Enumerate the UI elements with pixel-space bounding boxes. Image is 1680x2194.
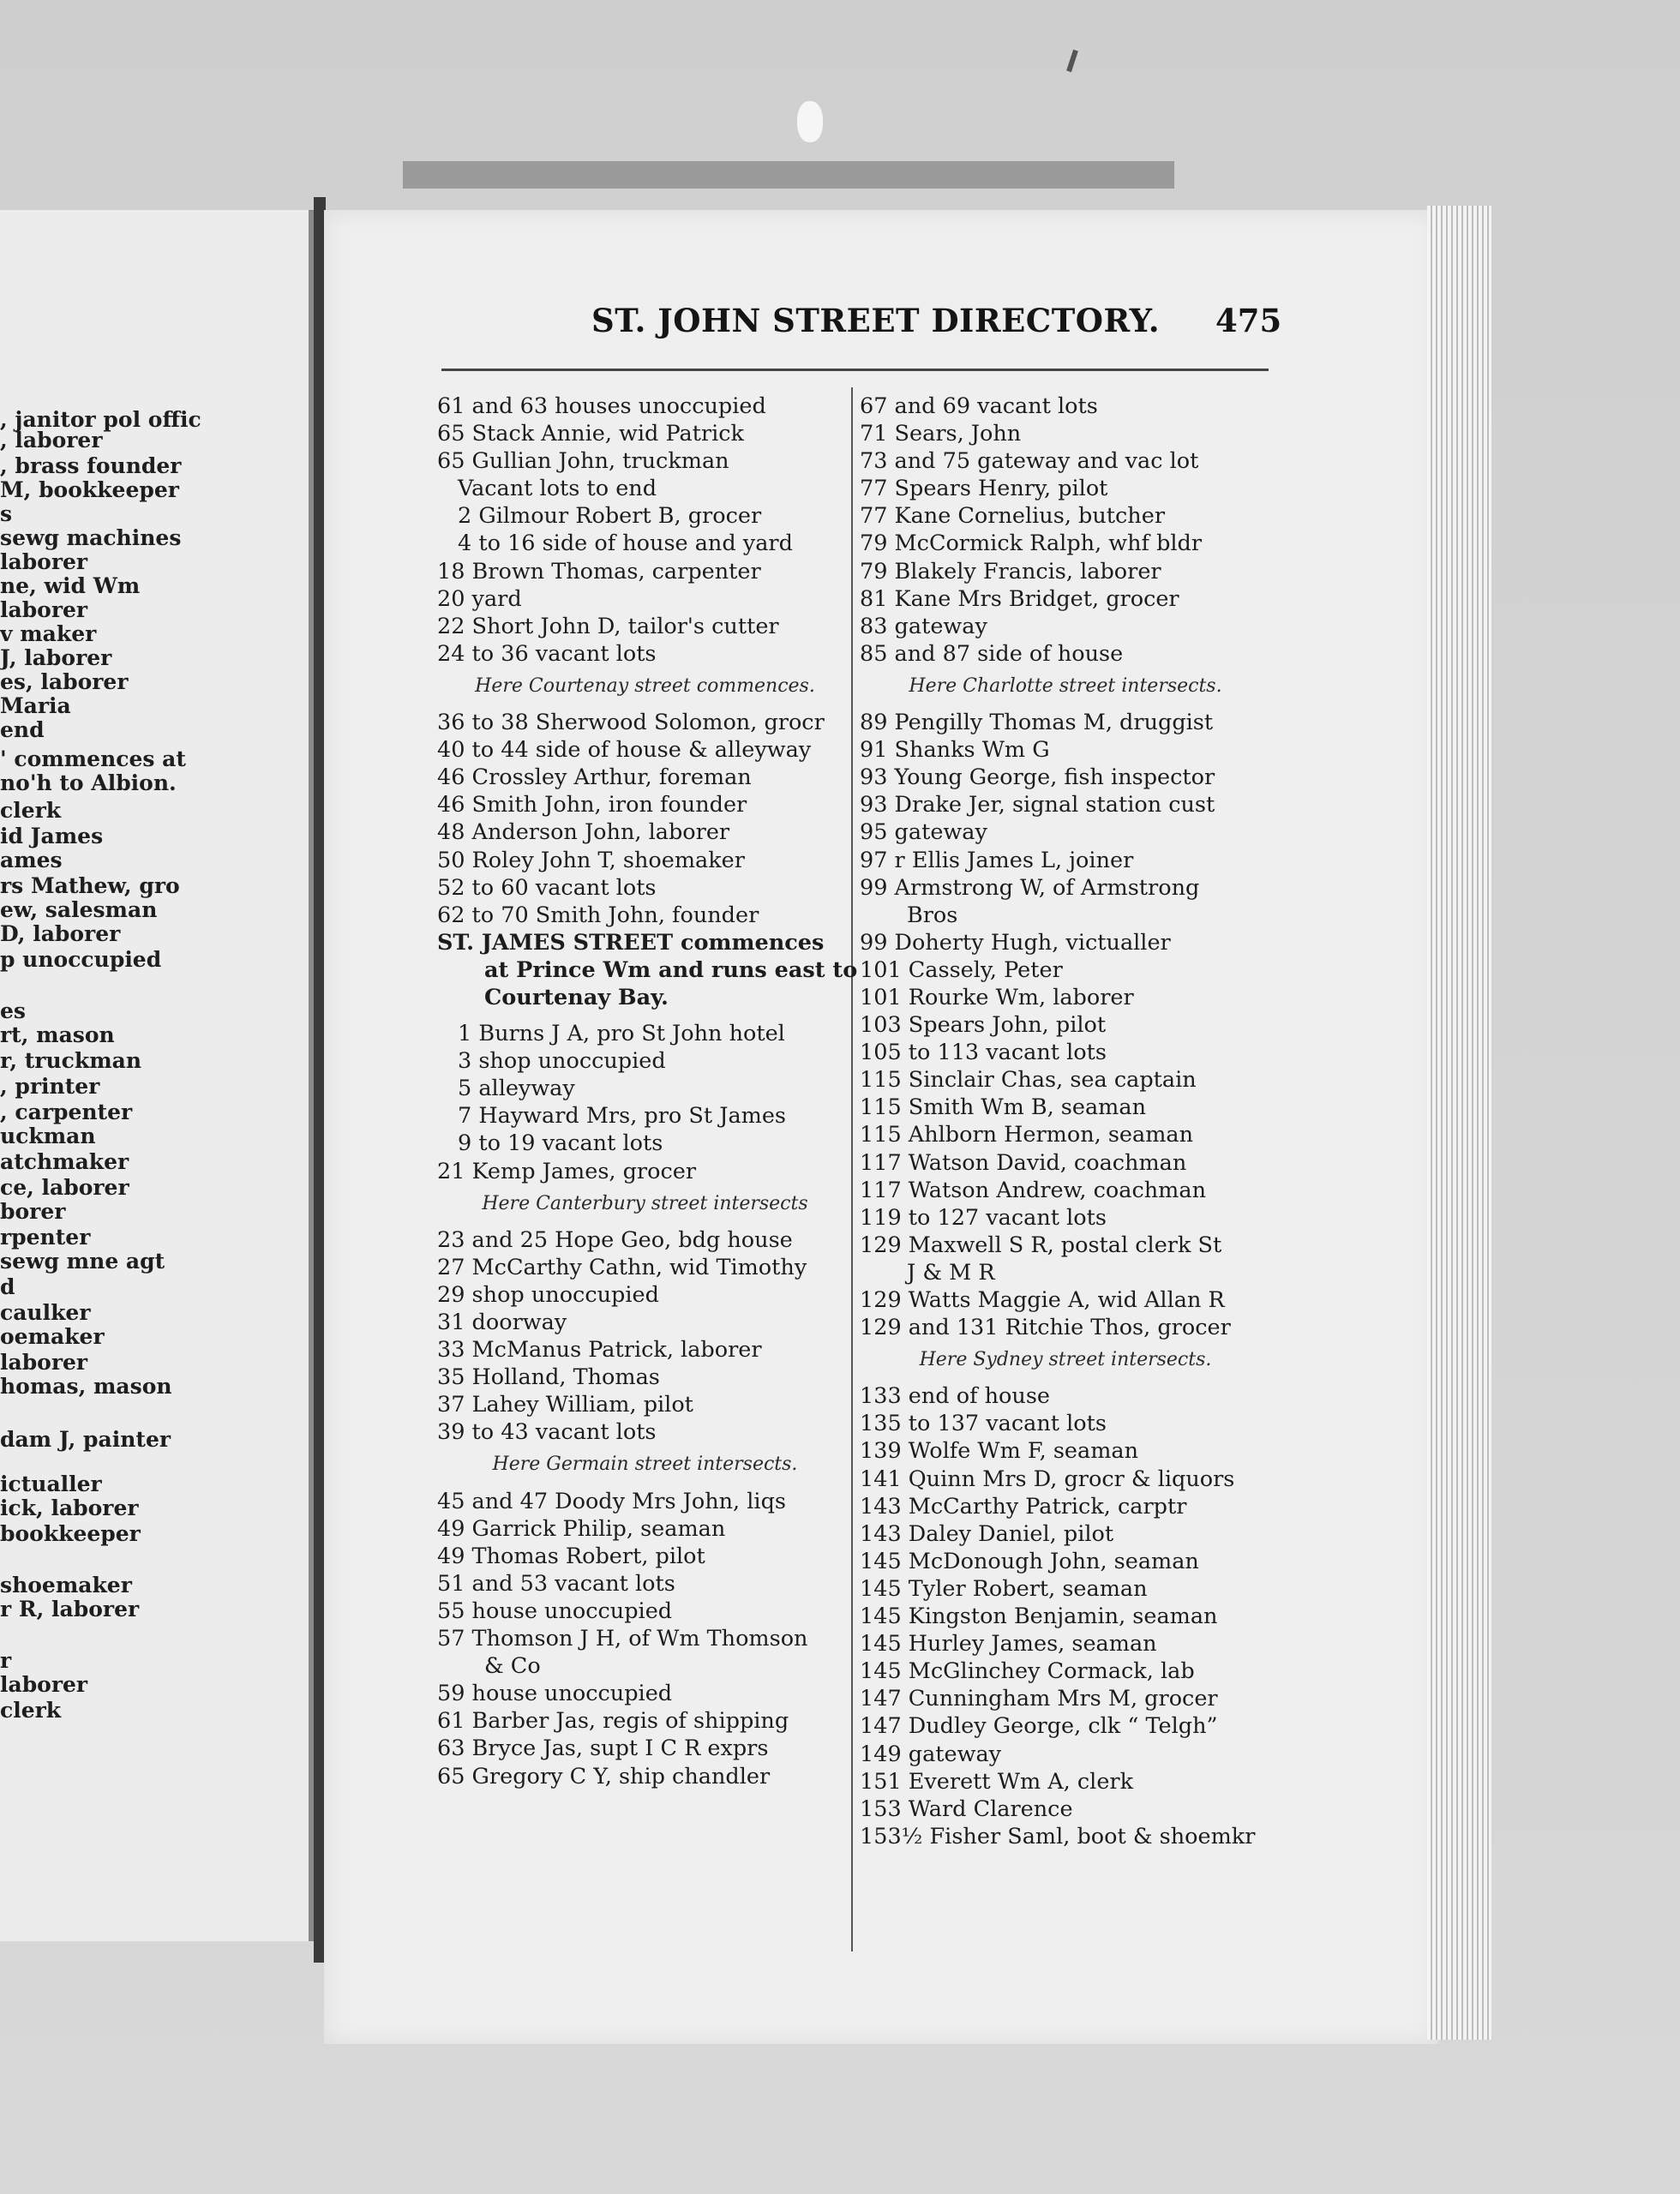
directory-entry: 151 Everett Wm A, clerk — [860, 1768, 1134, 1795]
directory-entry: 133 end of house — [860, 1383, 1050, 1410]
directory-entry: 115 Sinclair Chas, sea captain — [860, 1067, 1197, 1094]
directory-entry: 85 and 87 side of house — [860, 640, 1124, 667]
left-page-text: sewg machines — [0, 525, 182, 550]
directory-entry: 83 gateway — [860, 613, 987, 639]
left-page-text: ictualler — [0, 1472, 102, 1496]
directory-entry: 65 Stack Annie, wid Patrick — [437, 421, 744, 447]
left-page-text: M, bookkeeper — [0, 477, 179, 502]
directory-entry: 117 Watson David, coachman — [860, 1149, 1187, 1176]
directory-entry: Vacant lots to end — [458, 476, 657, 502]
directory-entry: 139 Wolfe Wm F, seaman — [860, 1438, 1139, 1465]
page-title: ST. JOHN STREET DIRECTORY. — [591, 302, 1161, 339]
directory-entry: 49 Garrick Philip, seaman — [437, 1515, 726, 1542]
directory-entry: 65 Gullian John, truckman — [437, 448, 729, 475]
directory-entry: 117 Watson Andrew, coachman — [860, 1177, 1206, 1203]
directory-entry: 77 Spears Henry, pilot — [860, 476, 1108, 502]
left-page-text: end — [0, 717, 45, 742]
left-page-text: uckman — [0, 1124, 96, 1148]
directory-entry: 79 Blakely Francis, laborer — [860, 558, 1161, 584]
directory-entry: 105 to 113 vacant lots — [860, 1040, 1107, 1066]
left-page-text: s — [0, 501, 13, 526]
directory-entry: 97 r Ellis James L, joiner — [860, 847, 1134, 873]
directory-entry: 9 to 19 vacant lots — [458, 1130, 663, 1157]
left-page-text: clerk — [0, 798, 62, 823]
left-page-text: , laborer — [0, 428, 103, 453]
directory-entry: 101 Cassely, Peter — [860, 956, 1063, 983]
cross-street-note: Here Charlotte street intersects. — [909, 674, 1222, 697]
left-page-text: id James — [0, 824, 104, 848]
left-page-text: atchmaker — [0, 1149, 129, 1174]
directory-column-left — [437, 393, 858, 1790]
left-page-text: laborer — [0, 549, 88, 574]
left-page-text: dam J, painter — [0, 1427, 171, 1452]
directory-entry: 35 Holland, Thomas — [437, 1364, 660, 1391]
directory-entry: 62 to 70 Smith John, founder — [437, 902, 759, 928]
directory-entry: 99 Doherty Hugh, victualler — [860, 929, 1171, 956]
binding-strip — [403, 161, 1174, 189]
left-page-text: r — [0, 1648, 12, 1673]
directory-entry: 79 McCormick Ralph, whf bldr — [860, 531, 1203, 557]
directory-entry: 50 Roley John T, shoemaker — [437, 847, 745, 873]
directory-entry: 48 Anderson John, laborer — [437, 819, 730, 846]
directory-entry: 145 Tyler Robert, seaman — [860, 1575, 1148, 1602]
directory-entry: 93 Drake Jer, signal station cust — [860, 792, 1215, 818]
directory-entry: 57 Thomson J H, of Wm Thomson — [437, 1626, 808, 1652]
left-page-text: , carpenter — [0, 1100, 133, 1124]
directory-entry: 119 to 127 vacant lots — [860, 1204, 1107, 1231]
left-page-text: homas, mason — [0, 1374, 172, 1399]
directory-entry: 22 Short John D, tailor's cutter — [437, 613, 779, 639]
left-page-text: bookkeeper — [0, 1521, 141, 1546]
directory-entry: 1 Burns J A, pro St John hotel — [458, 1021, 785, 1047]
left-page-text: ew, salesman — [0, 897, 158, 922]
page-edges — [1427, 206, 1491, 2040]
left-page-text: laborer — [0, 1672, 88, 1697]
directory-entry: 18 Brown Thomas, carpenter — [437, 558, 761, 584]
directory-entry: 141 Quinn Mrs D, grocr & liquors — [860, 1466, 1235, 1492]
cross-street-note: Here Germain street intersects. — [492, 1454, 798, 1476]
directory-entry: 115 Ahlborn Hermon, seaman — [860, 1122, 1194, 1148]
directory-entry: 99 Armstrong W, of Armstrong — [860, 874, 1200, 901]
directory-entry: 36 to 38 Sherwood Solomon, grocr — [437, 710, 825, 736]
directory-entry: 31 doorway — [437, 1310, 567, 1335]
directory-entry: 23 and 25 Hope Geo, bdg house — [437, 1226, 793, 1253]
left-page-text: rpenter — [0, 1225, 91, 1250]
left-page-text: , printer — [0, 1074, 100, 1099]
directory-entry: 77 Kane Cornelius, butcher — [860, 503, 1166, 530]
directory-entry: 46 Crossley Arthur, foreman — [437, 764, 752, 791]
directory-entry: 63 Bryce Jas, supt I C R exprs — [437, 1735, 769, 1762]
directory-entry: 4 to 16 side of house and yard — [458, 531, 793, 557]
cross-street-note: Here Sydney street intersects. — [919, 1349, 1212, 1371]
left-page-text: , janitor pol offic — [0, 407, 201, 432]
left-page-text: clerk — [0, 1698, 62, 1723]
directory-entry: 81 Kane Mrs Bridget, grocer — [860, 585, 1179, 612]
directory-entry: J & M R — [907, 1259, 995, 1286]
directory-entry: 45 and 47 Doody Mrs John, liqs — [437, 1488, 786, 1514]
directory-entry: 129 and 131 Ritchie Thos, grocer — [860, 1315, 1231, 1341]
directory-entry: 93 Young George, fish inspector — [860, 764, 1215, 791]
left-page-text: shoemaker — [0, 1573, 132, 1598]
directory-entry: 40 to 44 side of house & alleyway — [437, 737, 812, 764]
directory-entry: 39 to 43 vacant lots — [437, 1419, 657, 1446]
paper-smudge — [797, 101, 823, 142]
left-page-text: r R, laborer — [0, 1597, 140, 1622]
directory-entry: 71 Sears, John — [860, 421, 1022, 447]
left-page-text: J, laborer — [0, 645, 112, 670]
directory-entry: 145 McDonough John, seaman — [860, 1548, 1199, 1574]
left-page-text: ce, laborer — [0, 1175, 129, 1200]
directory-entry: 7 Hayward Mrs, pro St James — [458, 1103, 786, 1130]
directory-entry: 129 Watts Maggie A, wid Allan R — [860, 1287, 1225, 1313]
directory-entry: 2 Gilmour Robert B, grocer — [458, 503, 762, 530]
left-page-text: p unoccupied — [0, 947, 162, 972]
directory-entry: 5 alleyway — [458, 1076, 575, 1102]
directory-entry: 101 Rourke Wm, laborer — [860, 984, 1134, 1010]
left-page-text: es, laborer — [0, 669, 129, 694]
left-page-text: caulker — [0, 1300, 91, 1325]
left-page-text: es — [0, 998, 26, 1023]
left-page-text: Maria — [0, 693, 71, 718]
directory-entry: 67 and 69 vacant lots — [860, 393, 1098, 419]
directory-entry: 91 Shanks Wm G — [860, 737, 1050, 764]
directory-entry: 51 and 53 vacant lots — [437, 1570, 675, 1597]
left-page-fragment — [0, 210, 314, 1941]
left-page-text: ames — [0, 848, 63, 872]
directory-entry: 61 Barber Jas, regis of shipping — [437, 1708, 789, 1735]
directory-entry: 143 McCarthy Patrick, carptr — [860, 1493, 1187, 1520]
directory-entry: 49 Thomas Robert, pilot — [437, 1543, 705, 1569]
directory-entry: 145 McGlinchey Cormack, lab — [860, 1658, 1195, 1685]
directory-entry: 52 to 60 vacant lots — [437, 874, 657, 901]
left-page-text: ick, laborer — [0, 1496, 139, 1520]
directory-entry: 37 Lahey William, pilot — [437, 1392, 693, 1418]
directory-entry: 24 to 36 vacant lots — [437, 640, 657, 667]
directory-entry: 95 gateway — [860, 819, 987, 846]
directory-entry: Courtenay Bay. — [484, 984, 669, 1010]
directory-entry: 115 Smith Wm B, seaman — [860, 1094, 1146, 1121]
left-page-text: r, truckman — [0, 1048, 142, 1073]
directory-entry: 33 McManus Patrick, laborer — [437, 1337, 762, 1364]
directory-entry: & Co — [484, 1653, 541, 1680]
directory-entry: 129 Maxwell S R, postal clerk St — [860, 1232, 1222, 1258]
header-rule — [441, 369, 1269, 371]
directory-entry: 149 gateway — [860, 1741, 1002, 1767]
cross-street-note: Here Canterbury street intersects — [482, 1192, 808, 1214]
directory-entry: ST. JAMES STREET commences — [437, 929, 825, 956]
left-page-text: no'h to Albion. — [0, 770, 177, 795]
directory-entry: 59 house unoccupied — [437, 1681, 673, 1707]
left-page-text: d — [0, 1274, 15, 1299]
directory-entry: 103 Spears John, pilot — [860, 1012, 1107, 1039]
left-page-text: laborer — [0, 597, 88, 622]
directory-entry: Bros — [907, 902, 958, 928]
directory-entry: 143 Daley Daniel, pilot — [860, 1520, 1114, 1547]
left-page-text: oemaker — [0, 1324, 105, 1349]
directory-entry: 145 Hurley James, seaman — [860, 1631, 1157, 1657]
directory-entry: 27 McCarthy Cathn, wid Timothy — [437, 1254, 807, 1280]
directory-entry: 61 and 63 houses unoccupied — [437, 393, 766, 419]
directory-entry: 20 yard — [437, 585, 522, 612]
directory-column-right — [860, 393, 1271, 1850]
directory-entry: 153 Ward Clarence — [860, 1795, 1073, 1822]
directory-entry: 55 house unoccupied — [437, 1598, 673, 1624]
directory-entry: 3 shop unoccupied — [458, 1048, 666, 1075]
left-page-text: laborer — [0, 1350, 88, 1375]
left-page-text: v maker — [0, 621, 97, 646]
left-page-text: sewg mne agt — [0, 1249, 165, 1274]
directory-entry: 46 Smith John, iron founder — [437, 792, 747, 818]
directory-entry: 145 Kingston Benjamin, seaman — [860, 1604, 1218, 1630]
directory-entry: 153½ Fisher Saml, boot & shoemkr — [860, 1823, 1256, 1849]
directory-entry: at Prince Wm and runs east to — [484, 956, 858, 983]
cross-street-note: Here Courtenay street commences. — [475, 674, 815, 697]
page-number: 475 — [1215, 302, 1282, 339]
left-page-text: , brass founder — [0, 453, 182, 478]
directory-entry: 147 Dudley George, clk “ Telgh” — [860, 1713, 1218, 1740]
left-page-text: rs Mathew, gro — [0, 873, 180, 898]
directory-entry: 89 Pengilly Thomas M, druggist — [860, 710, 1214, 736]
left-page-text: borer — [0, 1199, 66, 1224]
directory-entry: 135 to 137 vacant lots — [860, 1411, 1107, 1437]
left-page-text: rt, mason — [0, 1022, 115, 1047]
directory-entry: 73 and 75 gateway and vac lot — [860, 448, 1199, 475]
left-page-text: ne, wid Wm — [0, 573, 141, 598]
directory-entry: 65 Gregory C Y, ship chandler — [437, 1763, 771, 1789]
directory-entry: 147 Cunningham Mrs M, grocer — [860, 1686, 1218, 1712]
directory-entry: 29 shop unoccupied — [437, 1281, 659, 1308]
left-page-text: D, laborer — [0, 921, 121, 946]
spacer — [437, 1011, 853, 1020]
directory-entry: 21 Kemp James, grocer — [437, 1158, 697, 1184]
left-page-text: ' commences at — [0, 746, 186, 771]
